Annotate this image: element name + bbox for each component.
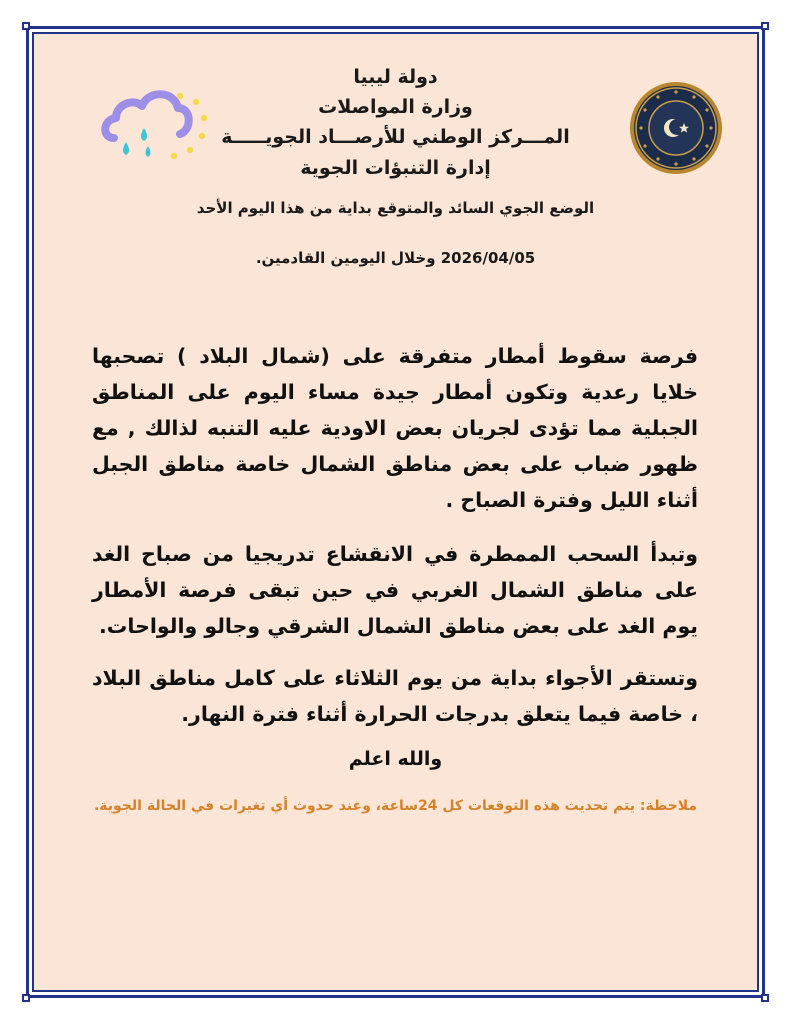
forecast-paragraph-2: وتبدأ السحب الممطرة في الانقشاع تدريجيا من صباح الغد على مناطق الشمال الغربي في حين تبقى فرصة الأمطار يوم الغد على بعض مناطق الشمال الشرقي وجالو والواحات. <box>92 542 698 638</box>
border-corner <box>761 22 769 30</box>
header-date-line: 2026/04/05 وخلال اليومين القادمين. <box>255 249 536 267</box>
update-note: ملاحظة: يتم تحديث هذه التوقعات كل 24ساعة، وعند حدوث أي تغيرات في الحالة الجوية. <box>93 798 698 814</box>
header-ministry: وزارة المواصلات <box>318 96 473 118</box>
border-corner <box>761 994 769 1002</box>
header-center: المـــركز الوطني للأرصـــاد الجويـــــة <box>221 126 570 148</box>
border-corner <box>22 22 30 30</box>
border-corner <box>22 994 30 1002</box>
header-department: إدارة التنبؤات الجوية <box>300 157 491 179</box>
forecast-paragraph-3: وتستقر الأجواء بداية من يوم الثلاثاء على كامل مناطق البلاد ، خاصة فيما يتعلق بدرجات الحرارة أثناء فترة النهار. <box>92 666 698 726</box>
forecast-paragraph-1: فرصة سقوط أمطار متفرقة على (شمال البلاد ) تصحبها خلايا رعدية وتكون أمطار جيدة مساء اليوم على المناطق الجبلية مما تؤدى لجريان بعض الاودية عليه التنبه لذالك , مع ظهور ضباب على بعض مناطق الشمال خاصة مناطق الجبل أثناء الليل وفترة الصباح . <box>92 344 698 512</box>
header-country: دولة ليبيا <box>353 66 438 88</box>
header-subtitle: الوضع الجوي السائد والمتوقع بداية من هذا اليوم الأحد <box>196 199 595 217</box>
closing-phrase: والله اعلم <box>348 748 443 770</box>
